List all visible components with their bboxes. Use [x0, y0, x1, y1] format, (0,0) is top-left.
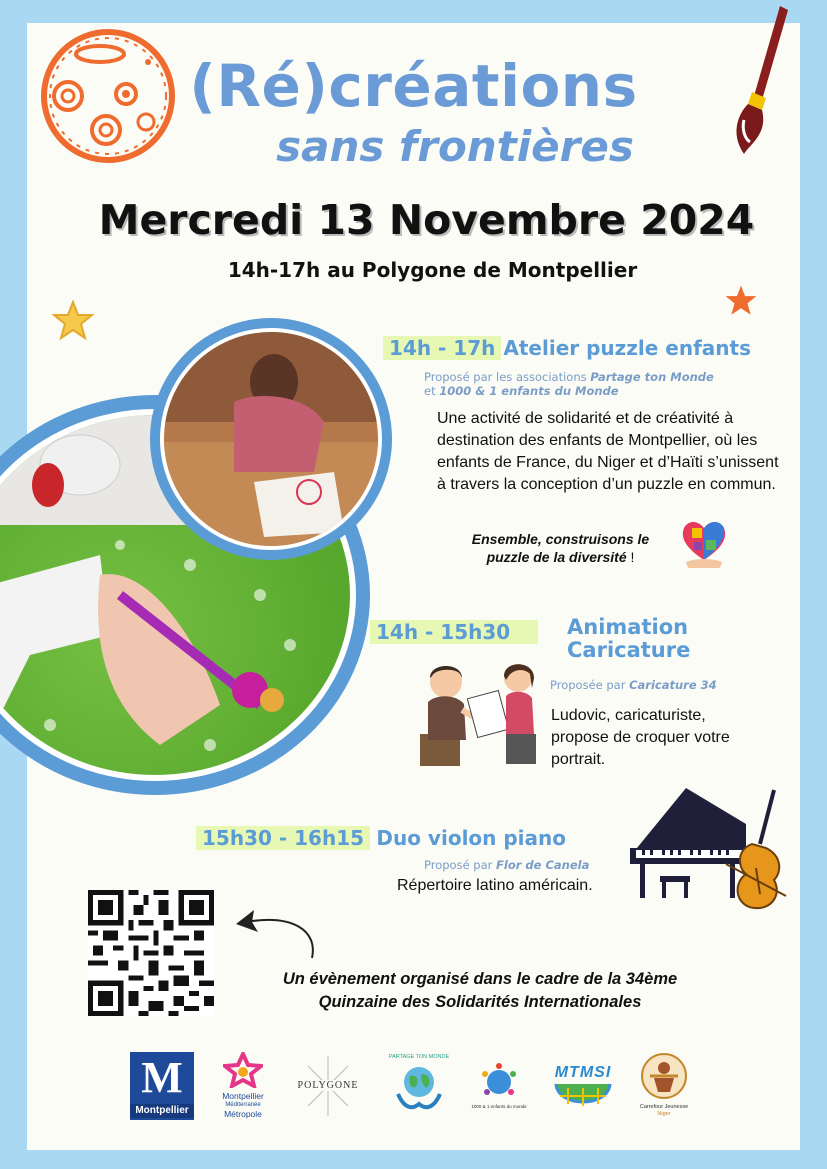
org-caricature: Caricature 34	[629, 678, 717, 692]
org-partage: Partage ton Monde	[590, 370, 714, 384]
metropole-star-icon	[223, 1052, 263, 1088]
activity-1-title: Atelier puzzle enfants	[503, 336, 752, 360]
carrefour-emblem-icon	[640, 1052, 688, 1100]
activity-3-title: Duo violon piano	[376, 826, 567, 850]
qr-code[interactable]	[88, 890, 214, 1016]
org-flor-de-canela: Flor de Canela	[496, 858, 590, 872]
enfants-logo: 1000 & 1 enfants du monde	[470, 1060, 528, 1120]
carrefour-logo: Carrefour Jeunesse Niger	[636, 1052, 692, 1120]
metropole-logo: Montpellier Méditerranée Métropole	[212, 1052, 274, 1122]
event-context: Un évènement organisé dans le cadre de la 34ème Quinzaine des Solidarités Internationales	[282, 970, 678, 1011]
org-enfants: 1000 & 1 enfants du Monde	[439, 384, 619, 398]
puzzle-heart-icon	[676, 514, 732, 570]
activity-1-time: 14h - 17h	[383, 336, 501, 360]
activity-2-title: Animation Caricature	[567, 615, 691, 662]
activity-2-credit: Proposée par Caricature 34	[550, 678, 717, 692]
star-icon	[52, 300, 94, 342]
caricature-illustration	[416, 654, 546, 770]
event-time-location: 14h-17h au Polygone de Montpellier	[227, 258, 638, 282]
child-photo-ring	[150, 318, 392, 560]
activity-1-header	[383, 336, 751, 360]
partage-logo: PARTAGE TON MONDE	[388, 1054, 450, 1120]
mtmsi-logo: MTMSI	[546, 1054, 620, 1118]
activity-1-tagline: Ensemble, construisons le puzzle de la diversité !	[471, 531, 650, 565]
page-title: (Ré)créations	[189, 52, 638, 120]
activity-2-time-wrap	[370, 620, 538, 644]
activity-2-description: Ludovic, caricaturiste, propose de croquer votre portrait.	[551, 707, 730, 768]
event-date: Mercredi 13 Novembre 2024	[98, 196, 755, 244]
activity-3-header	[196, 826, 566, 850]
page-subtitle: sans frontières	[276, 122, 634, 171]
arrow-icon	[232, 900, 324, 962]
activity-1-description: Une activité de solidarité et de créativité à destination des enfants de Montpellier, où les enfants de France, du Niger et d’Haïti s’unissent à travers la conception d’un puzzle en commun.	[437, 410, 779, 493]
activity-2-time: 14h - 15h30	[370, 620, 538, 644]
activity-3-credit: Proposé par Flor de Canela	[424, 858, 590, 872]
activity-1-credit: Proposé par les associations Partage ton Monde et 1000 & 1 enfants du Monde	[424, 370, 714, 398]
activity-3-time: 15h30 - 16h15	[196, 826, 370, 850]
polygone-logo: POLYGONE	[290, 1056, 366, 1120]
star-icon	[724, 284, 758, 318]
globe-hands-icon	[392, 1060, 446, 1114]
montpellier-logo: M Montpellier	[130, 1052, 194, 1120]
child-photo	[164, 332, 378, 546]
activity-3-description: Répertoire latino américain.	[397, 877, 593, 894]
children-globe-icon	[479, 1060, 519, 1100]
piano-violin-illustration	[626, 784, 788, 912]
